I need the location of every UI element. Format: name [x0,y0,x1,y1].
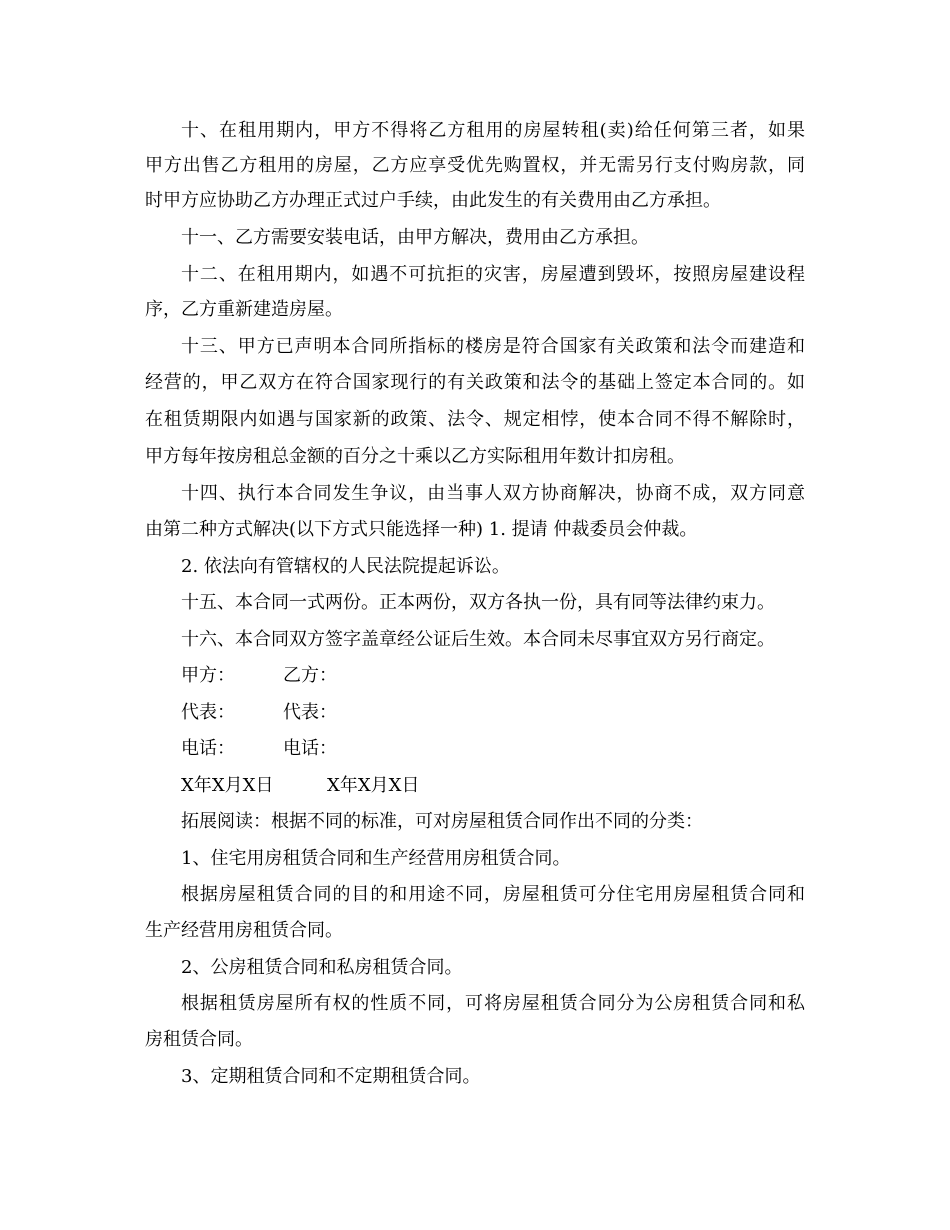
rep-b-label: 代表： [283,702,337,723]
phone-b-label: 电话： [283,738,337,759]
signature-phone-row [181,736,805,762]
clause-14-option-2: 2. 依法向有管辖权的人民法院提起诉讼。 [181,556,510,577]
category-2-text-line-1: 根据租赁房屋所有权的性质不同，可将房屋租赁合同分为公房租赁合同和私 [181,993,805,1014]
clause-12-line-2: 序，乙方重新建造房屋。 [145,299,343,320]
clause-16: 十六、本合同双方签字盖章经公证后生效。本合同未尽事宜双方另行商定。 [181,629,775,650]
date-a-label: X年X月X日 [181,775,274,796]
clause-13-line-4: 甲方每年按房租总金额的百分之十乘以乙方实际租用年数计扣房租。 [145,446,685,467]
clause-11: 十一、乙方需要安装电话，由甲方解决，费用由乙方承担。 [181,227,649,248]
category-1-text-line-1: 根据房屋租赁合同的目的和用途不同，房屋租赁可分住宅用房屋租赁合同和 [181,884,805,905]
party-a-label: 甲方： [181,665,235,686]
category-3-heading: 3、定期租赁合同和不定期租赁合同。 [181,1066,481,1087]
party-b-label: 乙方： [283,665,337,686]
category-1-text-line-2: 生产经营用房租赁合同。 [145,920,343,941]
clause-12-line-1: 十二、在租用期内，如遇不可抗拒的灾害，房屋遭到毁坏，按照房屋建设程 [181,264,805,285]
category-2-heading: 2、公房租赁合同和私房租赁合同。 [181,957,463,978]
category-2-text-line-2: 房租赁合同。 [145,1029,253,1050]
signature-date-row [181,773,805,799]
clause-13-line-1: 十三、甲方已声明本合同所指标的楼房是符合国家有关政策和法令而建造和 [181,336,805,357]
date-b-label: X年X月X日 [327,775,420,796]
rep-a-label: 代表： [181,702,235,723]
phone-a-label: 电话： [181,738,235,759]
clause-10-line-3: 时甲方应协助乙方办理正式过户手续，由此发生的有关费用由乙方承担。 [145,190,721,211]
extended-reading-intro: 拓展阅读：根据不同的标准，可对房屋租赁合同作出不同的分类： [181,811,703,832]
category-1-heading: 1、住宅用房租赁合同和生产经营用房租赁合同。 [181,848,571,869]
clause-13-line-2: 经营的，甲乙双方在符合国家现行的有关政策和法令的基础上签定本合同的。如 [145,372,805,393]
clause-10-line-2: 甲方出售乙方租用的房屋，乙方应享受优先购置权，并无需另行支付购房款，同 [145,155,805,176]
clause-14-line-1: 十四、执行本合同发生争议，由当事人双方协商解决，协商不成，双方同意 [181,483,805,504]
clause-13-line-3: 在租赁期限内如遇与国家新的政策、法令、规定相悖，使本合同不得不解除时， [145,409,805,430]
signature-party-row [181,663,805,689]
signature-rep-row [181,700,805,726]
clause-10-line-1: 十、在租用期内，甲方不得将乙方租用的房屋转租(卖)给任何第三者，如果 [181,120,805,141]
clause-14-line-2: 由第二种方式解决(以下方式只能选择一种) 1. 提请 仲裁委员会仲裁。 [145,519,698,540]
clause-15: 十五、本合同一式两份。正本两份，双方各执一份，具有同等法律约束力。 [181,592,775,613]
